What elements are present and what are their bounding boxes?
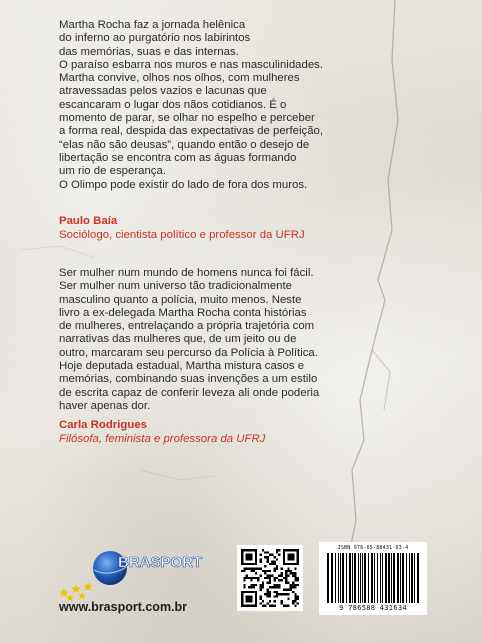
- blurb-line: momento de parar, se olhar no espelho e perceber: [59, 112, 315, 125]
- barcode-bar: [402, 553, 404, 603]
- barcode-bar: [397, 553, 399, 603]
- blurb-line: narrativas das mulheres que, de um jeito ou de: [59, 333, 297, 346]
- blurb-line: Hoje deputada estadual, Martha mistura casos e: [59, 360, 305, 373]
- barcode-bar: [414, 553, 415, 603]
- blurb-line: O paraíso esbarra nos muros e nas masculinidades.: [59, 58, 324, 71]
- barcode-bar: [388, 553, 390, 603]
- blurb-line: escancaram o lugar dos nãos cotidianos. É o: [59, 98, 287, 111]
- barcode-bar: [409, 553, 410, 603]
- blurb-line: memórias, combinando suas invenções a um estilo: [59, 373, 318, 386]
- isbn-label: ISBN 978-65-88431-63-4: [337, 545, 409, 551]
- logo-wordmark: BRASPORT: [118, 554, 203, 571]
- blurb-line: Martha convive, olhos nos olhos, com mulheres: [59, 72, 300, 85]
- barcode-bar: [358, 553, 359, 603]
- blurb-line: O Olimpo pode existir do lado de fora dos muros.: [59, 178, 308, 191]
- qr-code: [237, 545, 303, 611]
- blurb-line: outro, marcaram seu percurso da Polícia à Política.: [59, 346, 318, 359]
- blurb-line: masculino quanto a polícia, muito menos. Neste: [59, 293, 302, 306]
- barcode-bar: [346, 553, 347, 603]
- barcode-bar: [362, 553, 363, 603]
- author-credit-2: [59, 419, 265, 446]
- barcode-bar: [411, 553, 413, 603]
- qr-code-icon: [241, 549, 299, 607]
- barcode-bar: [342, 553, 344, 603]
- blurb-line: haver apenas dor.: [59, 399, 151, 412]
- blurb-line: um rio de esperança.: [59, 165, 167, 178]
- isbn-barcode: [319, 542, 427, 615]
- blurb-line: “elas não são deusas”, quando então o desejo de: [59, 138, 310, 151]
- barcode-bar: [340, 553, 341, 603]
- barcode-bar: [360, 553, 361, 603]
- blurb-line: do inferno ao purgatório nos labirintos: [59, 32, 251, 45]
- blurb-line: atravessadas pelos vazios e lacunas que: [59, 85, 267, 98]
- barcode-bar: [382, 553, 383, 603]
- barcode-bar: [331, 553, 333, 603]
- author-role: Filósofa, feminista e professora da UFRJ: [59, 432, 266, 445]
- author-name: Paulo Baía: [59, 215, 118, 227]
- blurb-line: das memórias, suas e das internas.: [59, 45, 239, 58]
- blurb-2: [59, 267, 389, 413]
- author-credit-1: [59, 215, 305, 242]
- barcode-bar: [385, 553, 387, 603]
- barcode-bar: [335, 553, 336, 603]
- barcode-bar: [380, 553, 381, 603]
- publisher-url[interactable]: www.brasport.com.br: [59, 600, 188, 614]
- barcode-bar: [377, 553, 378, 603]
- isbn-digits: 9 786588 431634: [339, 604, 407, 612]
- barcode-bar: [374, 553, 375, 603]
- blurb-line: libertação se encontra com as águas formando: [59, 151, 297, 164]
- author-role: Sociólogo, cientista político e professor da UFRJ: [59, 228, 305, 241]
- barcode-bar: [391, 553, 392, 603]
- barcode-icon: [325, 553, 421, 603]
- barcode-bar: [371, 553, 373, 603]
- barcode-bar: [368, 553, 369, 603]
- barcode-bar: [417, 553, 419, 603]
- blurb-line: de escrita capaz de conferir leveza ali onde poderia: [59, 386, 320, 399]
- barcode-bar: [393, 553, 395, 603]
- blurb-line: Ser mulher num mundo de homens nunca foi fácil.: [59, 267, 314, 279]
- blurb-line: Martha Rocha faz a jornada helênica: [59, 19, 246, 31]
- barcode-bar: [400, 553, 401, 603]
- blurb-line: a forma real, despida das expectativas de perfeição,: [59, 125, 324, 138]
- blurb-line: livro a ex-delegada Martha Rocha conta histórias: [59, 306, 307, 319]
- blurb-line: de mulheres, entrelaçando a própria trajetória com: [59, 320, 315, 333]
- barcode-bar: [327, 553, 329, 603]
- blurb-line: Ser mulher num universo tão tradicionalmente: [59, 280, 292, 293]
- barcode-bar: [338, 553, 339, 603]
- barcode-bar: [364, 553, 366, 603]
- brasport-logo: [58, 548, 218, 604]
- barcode-bar: [349, 553, 351, 603]
- barcode-bar: [406, 553, 407, 603]
- author-name: Carla Rodrigues: [59, 419, 147, 431]
- blurb-1: [59, 19, 389, 192]
- barcode-bar: [354, 553, 356, 603]
- stars-icon: [59, 582, 93, 601]
- barcode-bar: [352, 553, 353, 603]
